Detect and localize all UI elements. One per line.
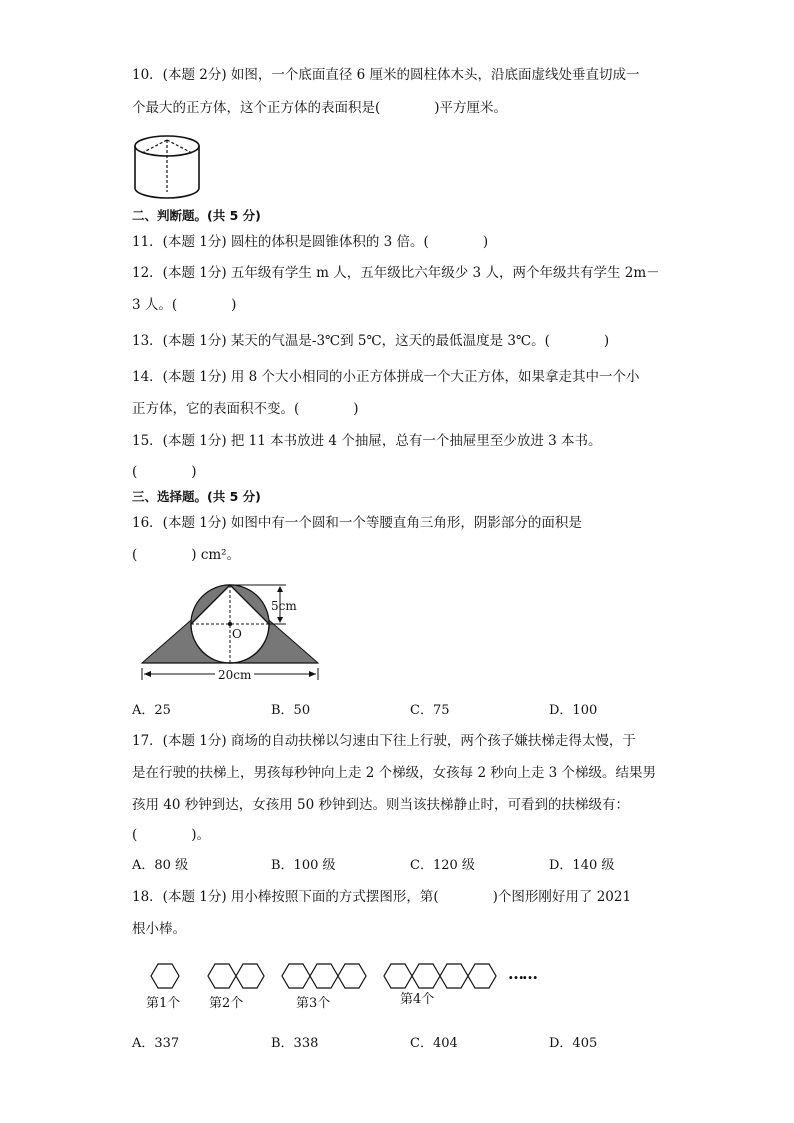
fig-label-center-o: O [232, 627, 242, 641]
q10-text-line1: 10．(本题 2分) 如图，一个底面直径 6 厘米的圆柱体木头，沿底面虚线处垂直切成一 [132, 67, 640, 83]
q14-text-line1: 14．(本题 1分) 用 8 个大小相同的小正方体拼成一个大正方体，如果拿走其中一个小 [132, 369, 640, 385]
q15-text-line2: ( ) [132, 464, 197, 480]
hexagon-label-3: 第3个 [296, 996, 331, 1011]
q16-option-c[interactable]: C．75 [410, 703, 450, 718]
section-title-judgment: 二、判断题。(共 5 分) [132, 208, 261, 223]
q17-text-line4: ( )。 [132, 827, 211, 843]
ellipsis-dots: …… [508, 964, 536, 983]
q18-option-c[interactable]: C．404 [410, 1036, 458, 1051]
q18-option-a[interactable]: A．337 [132, 1036, 180, 1051]
q14-text-line2: 正方体，它的表面积不变。( ) [132, 401, 359, 417]
q12-text-line1: 12．(本题 1分) 五年级有学生 m 人，五年级比六年级少 3 人，两个年级共有学生 2m－ [132, 265, 660, 281]
hexagon-label-2: 第2个 [209, 996, 244, 1011]
q17-text-line2: 是在行驶的扶梯上，男孩每秒钟向上走 2 个梯级，女孩每 2 秒向上走 3 个梯级。结果男 [132, 765, 657, 781]
q17-option-c[interactable]: C．120 级 [410, 858, 475, 873]
q16-option-b[interactable]: B．50 [271, 703, 311, 718]
q15-text-line1: 15．(本题 1分) 把 11 本书放进 4 个抽屉，总有一个抽屉里至少放进 3 本书。 [132, 433, 602, 449]
q16-option-a[interactable]: A．25 [132, 703, 171, 718]
cylinder-figure [132, 132, 212, 200]
q18-text-line1: 18．(本题 1分) 用小棒按照下面的方式摆图形，第( )个图形刚好用了 2021 [132, 889, 632, 905]
q16-text-line1: 16．(本题 1分) 如图中有一个圆和一个等腰直角三角形，阴影部分的面积是 [132, 515, 582, 531]
q17-option-b[interactable]: B．100 级 [271, 858, 336, 873]
q18-text-line2: 根小棒。 [132, 921, 186, 937]
q18-option-b[interactable]: B．338 [271, 1036, 319, 1051]
fig-label-20cm: 20cm [215, 666, 254, 684]
section-title-choice: 三、选择题。(共 5 分) [132, 489, 261, 504]
q13-text: 13．(本题 1分) 某天的气温是-3℃到 5℃，这天的最低温度是 3℃。( ) [132, 333, 610, 349]
q17-text-line3: 孩用 40 秒钟到达，女孩用 50 秒钟到达。则当该扶梯静止时，可看到的扶梯级有： [132, 797, 630, 813]
q18-option-d[interactable]: D．405 [549, 1036, 598, 1051]
hexagon-figures [150, 960, 550, 996]
hexagon-label-1: 第1个 [146, 996, 181, 1011]
fig-label-5cm: 5cm [271, 599, 297, 613]
q16-text-line2: ( ) cm²。 [132, 547, 241, 563]
hexagon-label-4: 第4个 [400, 992, 435, 1007]
q17-text-line1: 17．(本题 1分) 商场的自动扶梯以匀速由下往上行驶，两个孩子嫌扶梯走得太慢，于 [132, 733, 636, 749]
q11-text: 11．(本题 1分) 圆柱的体积是圆锥体积的 3 倍。( ) [132, 234, 489, 250]
q16-option-d[interactable]: D．100 [549, 703, 598, 718]
q17-option-a[interactable]: A．80 级 [132, 858, 189, 873]
q10-text-line2: 个最大的正方体，这个正方体的表面积是( )平方厘米。 [132, 100, 508, 116]
q12-text-line2: 3 人。( ) [132, 297, 237, 313]
q17-option-d[interactable]: D．140 级 [549, 858, 615, 873]
